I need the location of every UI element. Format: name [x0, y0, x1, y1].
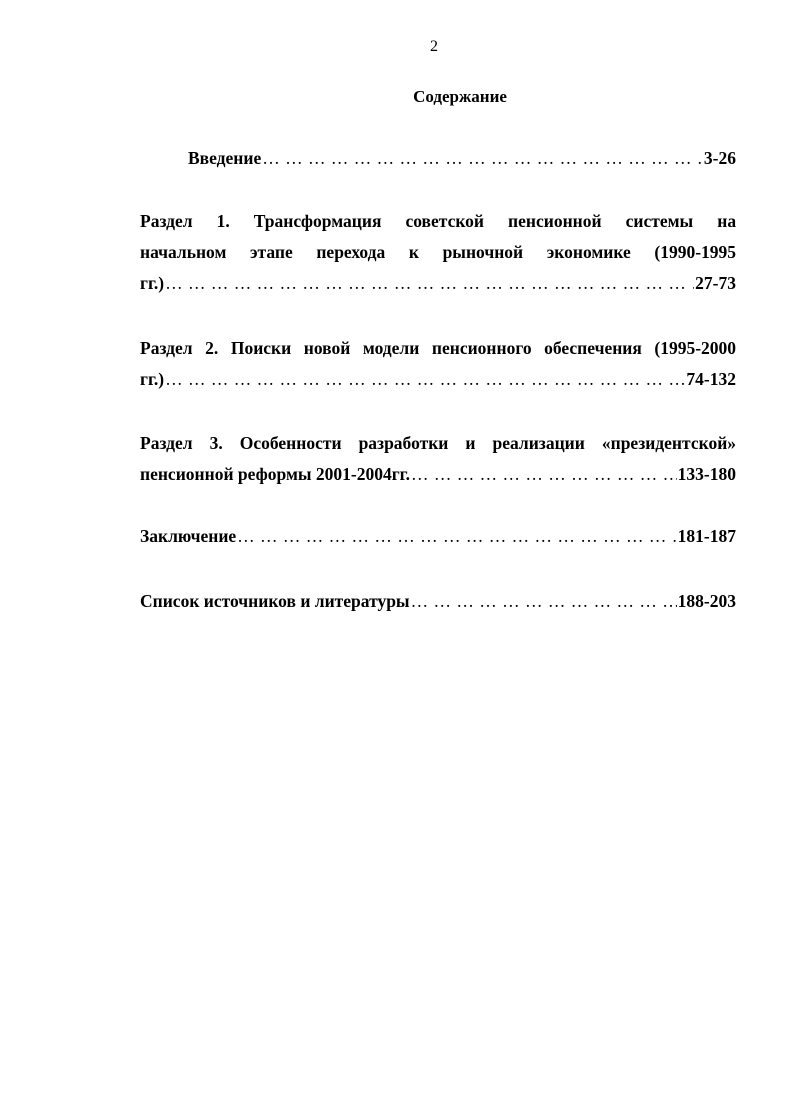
toc-entry-pages: 3-26	[703, 148, 736, 168]
dot-leader	[411, 459, 677, 490]
toc-entry-label: Заключение	[140, 526, 237, 546]
toc-entry-title-line: начальном этапе перехода к рыночной экономике (1990-1995	[140, 242, 737, 262]
toc-entry-title-line: Раздел 3. Особенности разработки и реализации «президентской»	[140, 433, 737, 453]
toc-entry-label: гг.)	[140, 369, 165, 389]
toc-entry-section-2[interactable]	[140, 333, 736, 395]
toc-entry-intro[interactable]	[140, 143, 736, 174]
dot-leader	[237, 521, 677, 552]
toc-entry-label: Список источников и литературы	[140, 591, 410, 611]
toc-entry-section-3[interactable]	[140, 428, 736, 490]
toc-entry-title-line: Раздел 1. Трансформация советской пенсионной системы на	[140, 211, 737, 231]
page-title: Содержание	[413, 87, 507, 106]
toc-entry-pages: 181-187	[677, 526, 736, 546]
toc-entry-label: пенсионной реформы 2001-2004гг.	[140, 464, 411, 484]
toc-entry-conclusion[interactable]	[140, 521, 736, 552]
toc-entry-pages: 188-203	[677, 591, 736, 611]
toc-entry-section-1[interactable]	[140, 206, 736, 299]
toc-entry-pages: 74-132	[686, 369, 736, 389]
toc-entry-sources[interactable]	[140, 586, 736, 617]
toc-entry-title-line: Раздел 2. Поиски новой модели пенсионного обеспечения (1995-2000	[140, 338, 737, 358]
toc-entry-pages: 27-73	[695, 273, 736, 293]
dot-leader	[165, 268, 694, 299]
page-number: 2	[430, 38, 438, 55]
dot-leader	[262, 143, 703, 174]
toc-entry-label: гг.)	[140, 273, 165, 293]
dot-leader	[411, 586, 677, 617]
toc-entry-label: Введение	[188, 148, 262, 168]
dot-leader	[165, 364, 685, 395]
toc-entry-pages: 133-180	[677, 464, 736, 484]
